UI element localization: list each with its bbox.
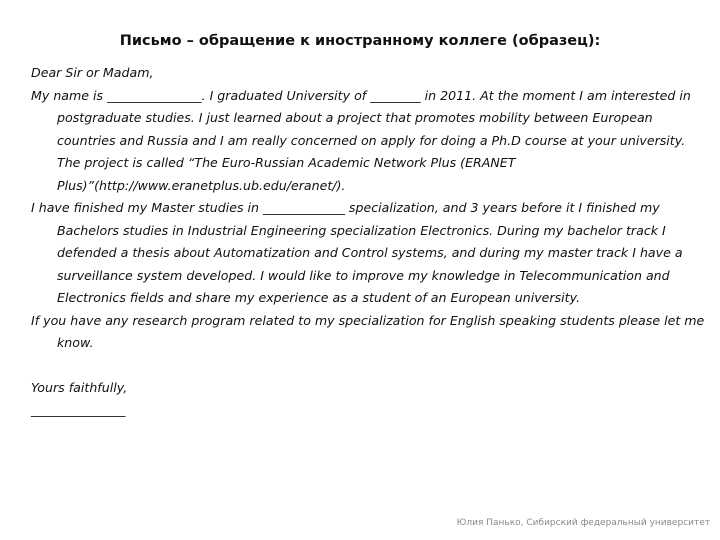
letter-paragraph-studies: I have finished my Master studies in _____________ specialization, and 3 years before it I finished my Bachelors studies in Industrial Engineering specialization Electronics. During my bachelor track I defended a thesis about Automatization and Control systems, and during my master track I have a surveillance system developed. I would like to improve my knowledge in Telecommunication and Electronics fields and share my experience as a student of an European university. [31,200,683,305]
letter-paragraph-request: If you have any research program related to my specialization for English speaking students please let me know. [31,312,705,350]
letter-body [31,62,707,422]
signature-line: _______________ [31,402,126,417]
paragraph-spacer [31,355,707,377]
letter-paragraph-intro: My name is _______________. I graduated University of ________ in 2011. At the moment I am interested in postgraduate studies. I just learned about a project that promotes mobility between European countries and Russia and I am really concerned on apply for doing a Ph.D course at your university. The project is called “The Euro-Russian Academic Network Plus (ERANET Plus)”(http://www.eranetplus.ub.edu/eranet/). [31,87,691,193]
letter-closing: Yours faithfully, [31,379,128,395]
page-title: Письмо – обращение к иностранному коллеге (образец): [119,33,601,49]
letter-greeting: Dear Sir or Madam, [31,65,154,80]
slide-footer-author: Юлия Панько, Сибирский федеральный университет [456,518,710,528]
